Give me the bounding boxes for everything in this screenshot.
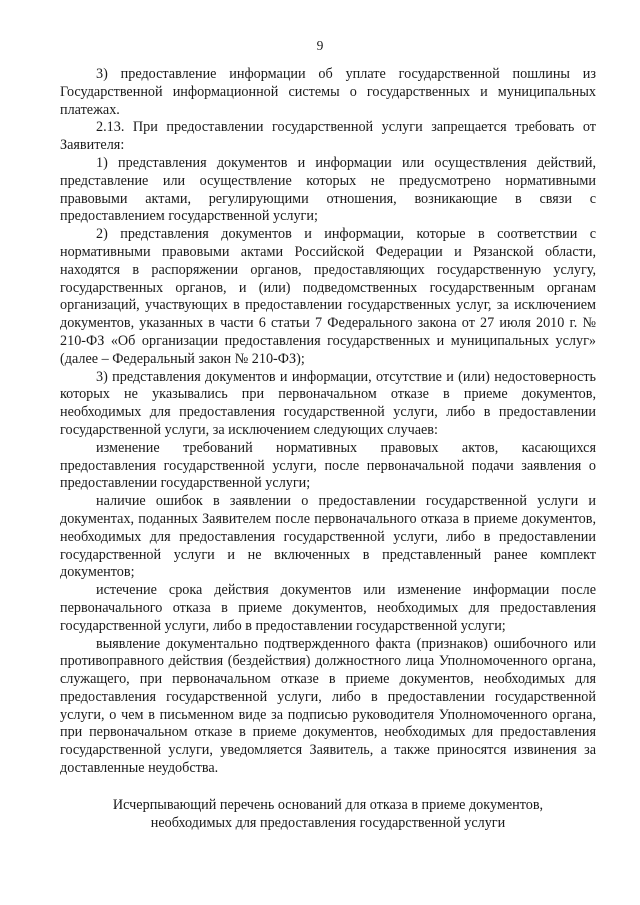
paragraph-item-2: 2) представления документов и информации, которые в соответствии с нормативными правовыми актами Российской Федерации и Рязанской области, находятся в распоряжении органов, предоставляющих государственную услугу, государственных органов, и (или) подведомственных государственным органам организаций, участвующих в предоставлении государственных услуг, за исключением документов, указанных в части 6 статьи 7 Федерального закона от 27 июля 2010 г. № 210-ФЗ «Об организации предоставления государственных и муниципальных услуг» (далее – Федеральный закон № 210-ФЗ); (60, 226, 596, 367)
paragraph-item-1: 1) представления документов и информации или осуществления действий, представление или осуществление которых не предусмотрено нормативными правовыми актами, регулирующими отношения, возникающие в связи с предоставлением государственной услуги; (60, 154, 596, 225)
paragraph-2-13: 2.13. При предоставлении государственной услуги запрещается требовать от Заявителя: (60, 119, 596, 154)
section-heading (60, 796, 596, 832)
paragraph-case-requirements-change: изменение требований нормативных правовых актов, касающихся предоставления государственной услуги, после первоначальной подачи заявления о предоставлении государственной услуги; (60, 439, 596, 492)
section-heading-line-1: Исчерпывающий перечень оснований для отказа в приеме документов, (112, 797, 544, 813)
document-body (60, 66, 596, 778)
page-number: 9 (316, 38, 324, 53)
paragraph-item-3: 3) представления документов и информации, отсутствие и (или) недостоверность которых не указывались при первоначальном отказе в приеме документов, необходимых для предоставления государственной услуги, либо в предоставлении государственной услуги, за исключением следующих случаев: (60, 368, 596, 438)
section-heading-line-2: необходимых для предоставления государственной услуги (150, 815, 506, 831)
paragraph-fee-info: 3) предоставление информации об уплате государственной пошлины из Государственной информационной системы о государственных и муниципальных платежах. (60, 66, 596, 118)
paragraph-case-violation: выявление документально подтвержденного факта (признаков) ошибочного или противоправного действия (бездействия) должностного лица Уполномоченного органа, служащего, при первоначальном отказе в приеме документов, необходимых для предоставления государственной услуги, либо в предоставлении государственной услуги, о чем в письменном виде за подписью руководителя Уполномоченного органа, при первоначальном отказе в приеме документов, необходимых для предоставления государственной услуги, уведомляется Заявитель, а также приносятся извинения за доставленные неудобства. (60, 635, 596, 777)
paragraph-case-errors: наличие ошибок в заявлении о предоставлении государственной услуги и документах, поданных Заявителем после первоначального отказа в приеме документов, необходимых для предоставления государственной услуги, либо в предоставлении государственной услуги и не включенных в представленный ранее комплект документов; (60, 493, 596, 581)
paragraph-case-expiry: истечение срока действия документов или изменение информации после первоначального отказа в приеме документов, необходимых для предоставления государственной услуги, либо в предоставлении государственной услуги; (60, 582, 596, 634)
